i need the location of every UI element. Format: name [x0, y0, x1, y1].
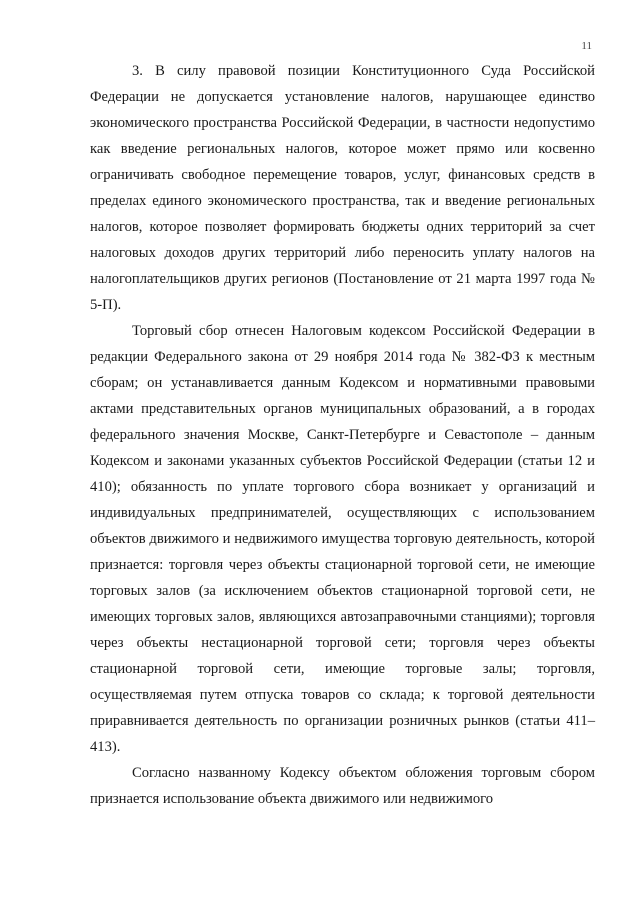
paragraph-trade-fee: Торговый сбор отнесен Налоговым кодексом Российской Федерации в редакции Федерального закона от 29 ноября 2014 года № 382-ФЗ к местным сборам; он устанавливается данным Кодексом и нормативными правовыми актами представительных органов муниципальных образований, а в городах федерального значения Москве, Санкт-Петербурге и Севастополе – данным Кодексом и законами указанных субъектов Российской Федерации (статьи 12 и 410); обязанность по уплате торгового сбора возникает у организаций и индивидуальных предпринимателей, осуществляющих с использованием объектов движимого и недвижимого имущества торговую деятельность, которой признается: торговля через объекты стационарной торговой сети, не имеющие торговых залов (за исключением объектов стационарной торговой сети, не имеющих торговых залов, являющихся автозаправочными станциями); торговля через объекты нестационарной торговой сети; торговля через объекты стационарной торговой сети, имеющие торговые залы; торговля, осуществляемая путем отпуска товаров со склада; к торговой деятельности приравнивается деятельность по организации розничных рынков (статьи 411–413). — [90, 323, 595, 755]
paragraph-constitutional-court: 3. В силу правовой позиции Конституционного Суда Российской Федерации не допускается установление налогов, нарушающее единство экономического пространства Российской Федерации, в частности недопустимо как введение региональных налогов, которое может прямо или косвенно ограничивать свободное перемещение товаров, услуг, финансовых средств в пределах единого экономического пространства, так и введение региональных налогов, которое позволяет формировать бюджеты одних территорий за счет налоговых доходов других территорий либо переносить уплату налогов на налогоплательщиков других регионов (Постановление от 21 марта 1997 года № 5-П). — [90, 63, 595, 313]
document-body — [90, 58, 595, 812]
page-number: 11 — [581, 40, 592, 52]
paragraph-taxable-object: Согласно названному Кодексу объектом обложения торговым сбором признается использование объекта движимого или недвижимого — [90, 765, 595, 807]
